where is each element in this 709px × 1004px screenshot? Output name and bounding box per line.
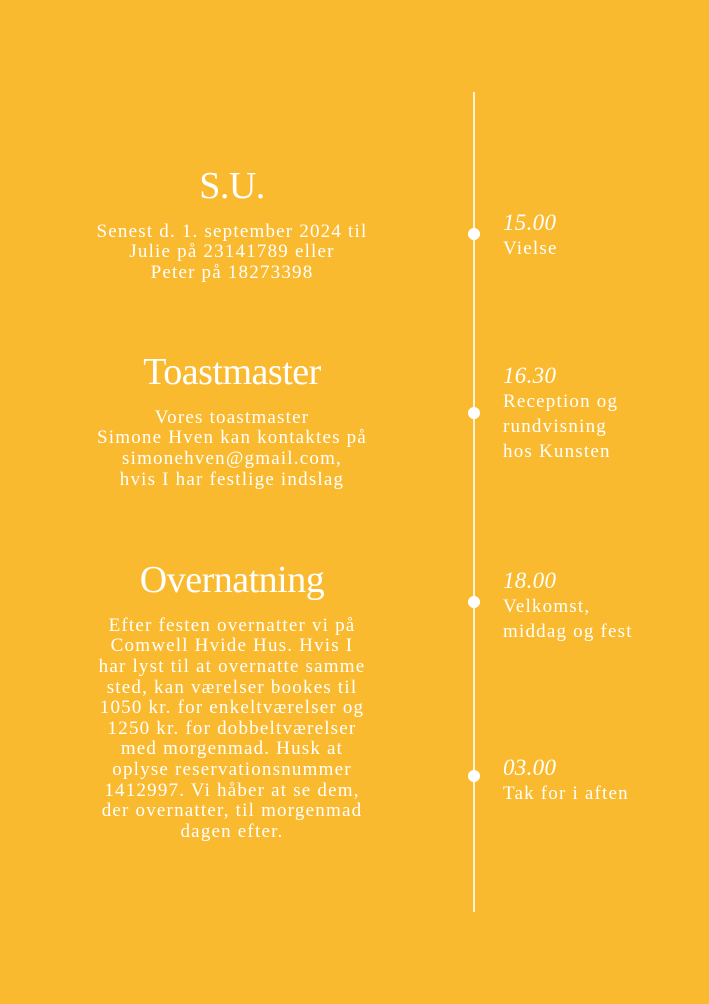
overnatning-body: Efter festen overnatter vi på Comwell Hvide Hus. Hvis I har lyst til at overnatte samme sted, kan værelser bookes til 1050 kr. for enkeltværelser og 1250 kr. for dobbeltværelser med morgenmad. Husk at oplyse reservationsnummer 1412997. Vi håber at se dem, der overnatter, til morgenmad dagen efter.	[98, 614, 366, 842]
event-description: Vielse	[503, 238, 558, 259]
event-time: 18.00	[503, 568, 557, 593]
event-time: 16.30	[503, 363, 557, 388]
su-heading: S.U.	[199, 165, 265, 207]
timeline-event	[503, 755, 703, 806]
event-time: 03.00	[503, 755, 557, 780]
toastmaster-heading: Toastmaster	[143, 351, 321, 393]
timeline-dot	[468, 407, 480, 419]
su-body: Senest d. 1. september 2024 til Julie på 23141789 eller Peter på 18273398	[96, 220, 368, 283]
event-time: 15.00	[503, 210, 557, 235]
overnatning-section	[62, 560, 402, 842]
su-section	[62, 166, 402, 284]
timeline-event	[503, 210, 703, 261]
event-description: Tak for i aften	[503, 783, 629, 804]
timeline-dot	[468, 596, 480, 608]
toastmaster-section	[62, 352, 402, 490]
timeline-line	[473, 92, 475, 912]
toastmaster-body: Vores toastmaster Simone Hven kan kontaktes på simonehven@gmail.com, hvis I har festlige indslag	[97, 406, 367, 490]
event-description: Velkomst, middag og fest	[503, 596, 633, 642]
overnatning-heading: Overnatning	[139, 559, 325, 601]
timeline-event	[503, 568, 703, 644]
timeline-dot	[468, 228, 480, 240]
timeline-dot	[468, 770, 480, 782]
timeline-event	[503, 363, 703, 464]
event-description: Reception og rundvisning hos Kunsten	[503, 391, 619, 462]
